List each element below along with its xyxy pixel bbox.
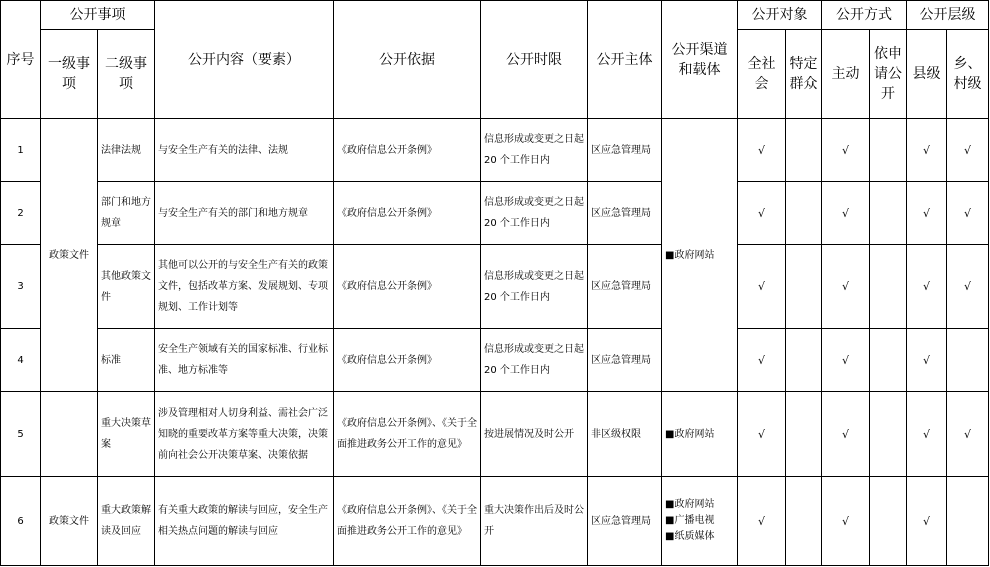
level2-cell: 重大决策草案 (98, 392, 155, 477)
check-township (947, 329, 989, 392)
check-specific (786, 245, 822, 329)
check-specific (786, 329, 822, 392)
subject-cell: 区应急管理局 (588, 245, 662, 329)
content-cell: 安全生产领域有关的国家标准、行业标准、地方标准等 (155, 329, 334, 392)
header-subject: 公开主体 (588, 1, 662, 119)
level1-cell-continued (41, 392, 98, 477)
content-cell: 与安全生产有关的部门和地方规章 (155, 182, 334, 245)
row-seq: 4 (1, 329, 41, 392)
check-specific (786, 119, 822, 182)
check-all: √ (738, 392, 786, 477)
row-seq: 5 (1, 392, 41, 477)
header-disclosure-item: 公开事项 (41, 1, 155, 30)
check-specific (786, 182, 822, 245)
channel-cell: ■政府网站 (662, 119, 738, 392)
header-content: 公开内容（要素） (155, 1, 334, 119)
check-request (870, 477, 907, 566)
subject-cell: 区应急管理局 (588, 119, 662, 182)
content-cell: 其他可以公开的与安全生产有关的政策文件，包括改革方案、发展规划、专项规划、工作计划等 (155, 245, 334, 329)
header-tier-county: 县级 (907, 30, 947, 119)
check-county: √ (907, 119, 947, 182)
channel-cell: ■政府网站 (662, 392, 738, 477)
check-township: √ (947, 392, 989, 477)
basis-cell: 《政府信息公开条例》 (334, 119, 481, 182)
check-county: √ (907, 392, 947, 477)
table-row (1, 119, 989, 182)
check-active: √ (822, 119, 870, 182)
content-cell: 涉及管理相对人切身利益、需社会广泛知晓的重要改革方案等重大决策，决策前向社会公开决策草案、决策依据 (155, 392, 334, 477)
basis-cell: 《政府信息公开条例》 (334, 182, 481, 245)
check-request (870, 329, 907, 392)
subject-cell: 区应急管理局 (588, 329, 662, 392)
row-seq: 6 (1, 477, 41, 566)
check-active: √ (822, 392, 870, 477)
header-basis: 公开依据 (334, 1, 481, 119)
check-active: √ (822, 477, 870, 566)
header-method-active: 主动 (822, 30, 870, 119)
header-target-specific: 特定群众 (786, 30, 822, 119)
row-seq: 2 (1, 182, 41, 245)
check-township (947, 477, 989, 566)
check-request (870, 119, 907, 182)
level2-cell: 法律法规 (98, 119, 155, 182)
header-seq: 序号 (1, 1, 41, 119)
header-tier-township: 乡、村级 (947, 30, 989, 119)
check-county: √ (907, 329, 947, 392)
subject-cell: 区应急管理局 (588, 477, 662, 566)
header-row-1 (1, 1, 989, 30)
check-specific (786, 477, 822, 566)
table-row (1, 477, 989, 566)
basis-cell: 《政府信息公开条例》 (334, 329, 481, 392)
subject-cell: 非区级权限 (588, 392, 662, 477)
basis-cell: 《政府信息公开条例》 (334, 245, 481, 329)
check-all: √ (738, 245, 786, 329)
channel-cell: ■政府网站 ■广播电视 ■纸质媒体 (662, 477, 738, 566)
check-township: √ (947, 119, 989, 182)
check-county: √ (907, 245, 947, 329)
content-cell: 有关重大政策的解读与回应，安全生产相关热点问题的解读与回应 (155, 477, 334, 566)
check-township: √ (947, 245, 989, 329)
check-request (870, 245, 907, 329)
time-cell: 重大决策作出后及时公开 (481, 477, 588, 566)
header-channel: 公开渠道和载体 (662, 1, 738, 119)
row-seq: 1 (1, 119, 41, 182)
check-township: √ (947, 182, 989, 245)
header-method-request: 依申请公开 (870, 30, 907, 119)
header-method: 公开方式 (822, 1, 907, 30)
table-row (1, 392, 989, 477)
basis-cell: 《政府信息公开条例》、《关于全面推进政务公开工作的意见》 (334, 392, 481, 477)
check-active: √ (822, 182, 870, 245)
time-cell: 信息形成或变更之日起 20 个工作日内 (481, 182, 588, 245)
check-county: √ (907, 182, 947, 245)
level2-cell: 重大政策解读及回应 (98, 477, 155, 566)
content-cell: 与安全生产有关的法律、法规 (155, 119, 334, 182)
check-specific (786, 392, 822, 477)
check-all: √ (738, 119, 786, 182)
level1-cell: 政策文件 (41, 477, 98, 566)
time-cell: 信息形成或变更之日起 20 个工作日内 (481, 245, 588, 329)
header-time-limit: 公开时限 (481, 1, 588, 119)
time-cell: 按进展情况及时公开 (481, 392, 588, 477)
check-request (870, 392, 907, 477)
row-seq: 3 (1, 245, 41, 329)
level1-cell: 政策文件 (41, 119, 98, 392)
check-all: √ (738, 182, 786, 245)
header-level1: 一级事项 (41, 30, 98, 119)
subject-cell: 区应急管理局 (588, 182, 662, 245)
check-request (870, 182, 907, 245)
table-row (1, 182, 989, 245)
level2-cell: 其他政策文件 (98, 245, 155, 329)
header-tier: 公开层级 (907, 1, 989, 30)
basis-cell: 《政府信息公开条例》、《关于全面推进政务公开工作的意见》 (334, 477, 481, 566)
check-active: √ (822, 329, 870, 392)
level2-cell: 部门和地方规章 (98, 182, 155, 245)
check-all: √ (738, 477, 786, 566)
table-row (1, 245, 989, 329)
check-all: √ (738, 329, 786, 392)
check-county: √ (907, 477, 947, 566)
header-level2: 二级事项 (98, 30, 155, 119)
check-active: √ (822, 245, 870, 329)
header-target: 公开对象 (738, 1, 822, 30)
table-row (1, 329, 989, 392)
header-target-all: 全社会 (738, 30, 786, 119)
time-cell: 信息形成或变更之日起 20 个工作日内 (481, 329, 588, 392)
level2-cell: 标准 (98, 329, 155, 392)
time-cell: 信息形成或变更之日起 20 个工作日内 (481, 119, 588, 182)
